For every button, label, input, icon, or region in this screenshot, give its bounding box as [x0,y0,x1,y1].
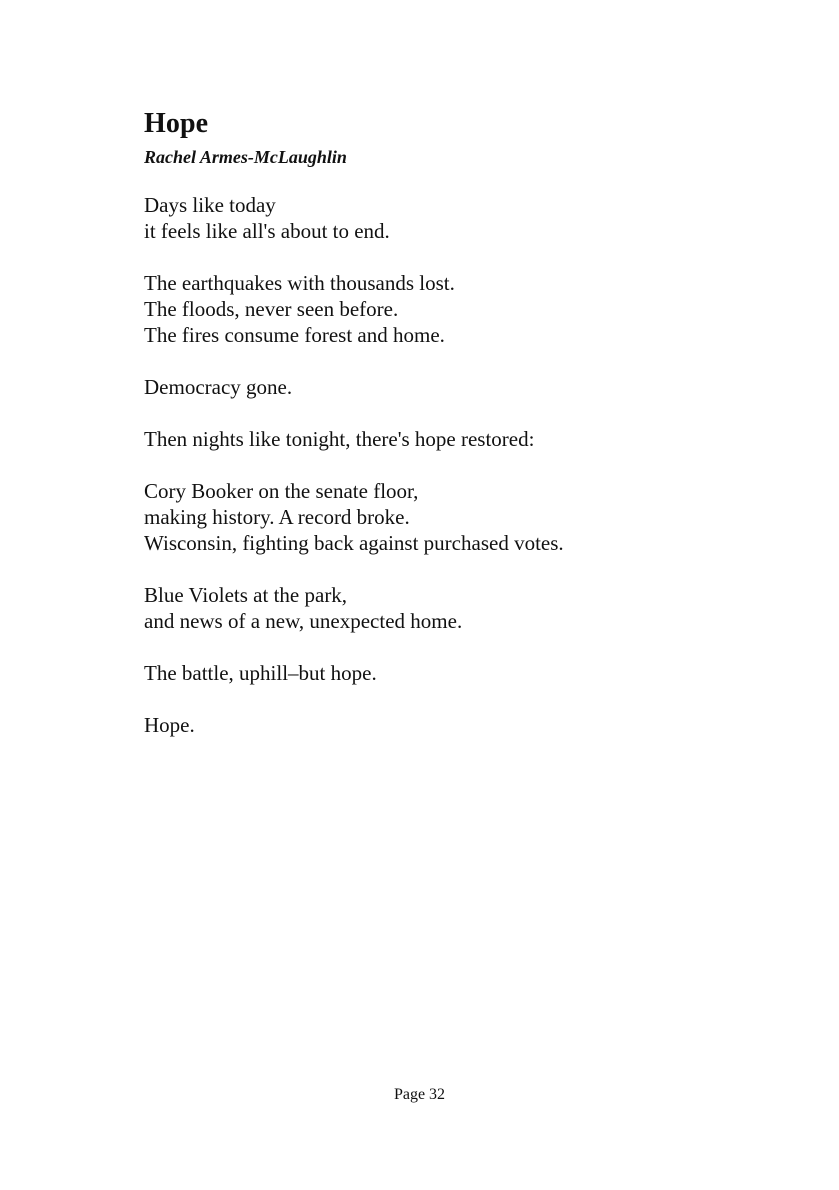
poem-line: Then nights like tonight, there's hope restored: [144,427,535,451]
stanza-3 [144,374,784,400]
poem-title: Hope [144,108,209,139]
poem-line: it feels like all's about to end. [144,219,390,243]
poem-line: The floods, never seen before. [144,297,399,321]
stanza-6 [144,582,784,634]
poem [144,104,784,764]
poem-line: The fires consume forest and home. [144,323,445,347]
stanza-1 [144,192,784,244]
stanza-5 [144,478,784,556]
poem-line: Wisconsin, fighting back against purchased votes. [144,531,564,555]
stanza-2 [144,270,784,348]
poem-line: Democracy gone. [144,375,293,399]
poem-line: and news of a new, unexpected home. [144,609,463,633]
poem-line: Hope. [144,713,195,737]
poem-line: making history. A record broke. [144,505,410,529]
poem-line: The battle, uphill–but hope. [144,661,377,685]
stanza-4 [144,426,784,452]
poem-author: Rachel Armes-McLaughlin [144,147,347,167]
poem-line: Cory Booker on the senate floor, [144,479,419,503]
stanza-7 [144,660,784,686]
stanza-8 [144,712,784,738]
poem-line: Blue Violets at the park, [144,583,348,607]
poem-line: The earthquakes with thousands lost. [144,271,455,295]
page-number: Page 32 [393,1086,446,1103]
poem-line: Days like today [144,193,276,217]
